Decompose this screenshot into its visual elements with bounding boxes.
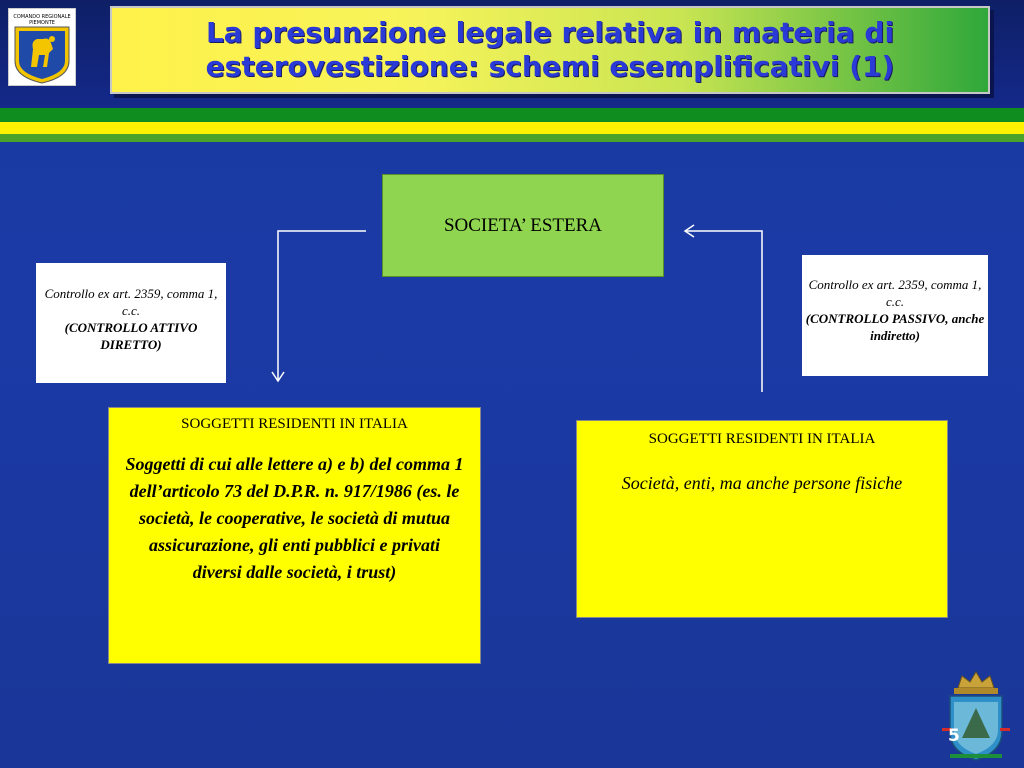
logo-text-line2: PIEMONTE: [29, 20, 55, 26]
residents-right-body: Società, enti, ma anche persone fisiche: [621, 473, 903, 493]
arrow-to-foreign-company: [686, 231, 762, 392]
control-active-text: Controllo ex art. 2359, comma 1, c.c.: [44, 286, 218, 318]
residents-left-body: Soggetti di cui alle lettere a) e b) del comma 1 dell’articolo 73 del D.P.R. n. 917/1986 (es. le società, le cooperative, le società di mutua assicurazione, gli enti pubblici e privati diversi dalle società, i trust): [125, 454, 464, 582]
residents-left-box: [108, 407, 481, 664]
foreign-company-box: [382, 174, 664, 277]
residents-right-heading: SOGGETTI RESIDENTI IN ITALIA: [648, 431, 876, 447]
page-number: 5: [948, 726, 960, 746]
residents-right-box: [576, 420, 948, 618]
residents-left-heading: SOGGETTI RESIDENTI IN ITALIA: [181, 416, 408, 432]
control-passive-box: [802, 255, 988, 376]
arrow-to-left-residents: [278, 231, 366, 380]
guardia-di-finanza-emblem: [940, 668, 1012, 764]
logo-text-line1: COMANDO REGIONALE: [13, 14, 71, 20]
slide-title: La presunzione legale relativa in materia di esterovestizione: schemi esemplificativi (1): [205, 16, 895, 83]
control-passive-type: (CONTROLLO PASSIVO, anche indiretto): [805, 311, 985, 343]
control-active-box: [36, 263, 226, 383]
control-active-type: (CONTROLLO ATTIVO DIRETTO): [64, 320, 198, 352]
foreign-company-label: SOCIETA’ ESTERA: [443, 214, 603, 236]
control-passive-text: Controllo ex art. 2359, comma 1, c.c.: [808, 277, 982, 309]
